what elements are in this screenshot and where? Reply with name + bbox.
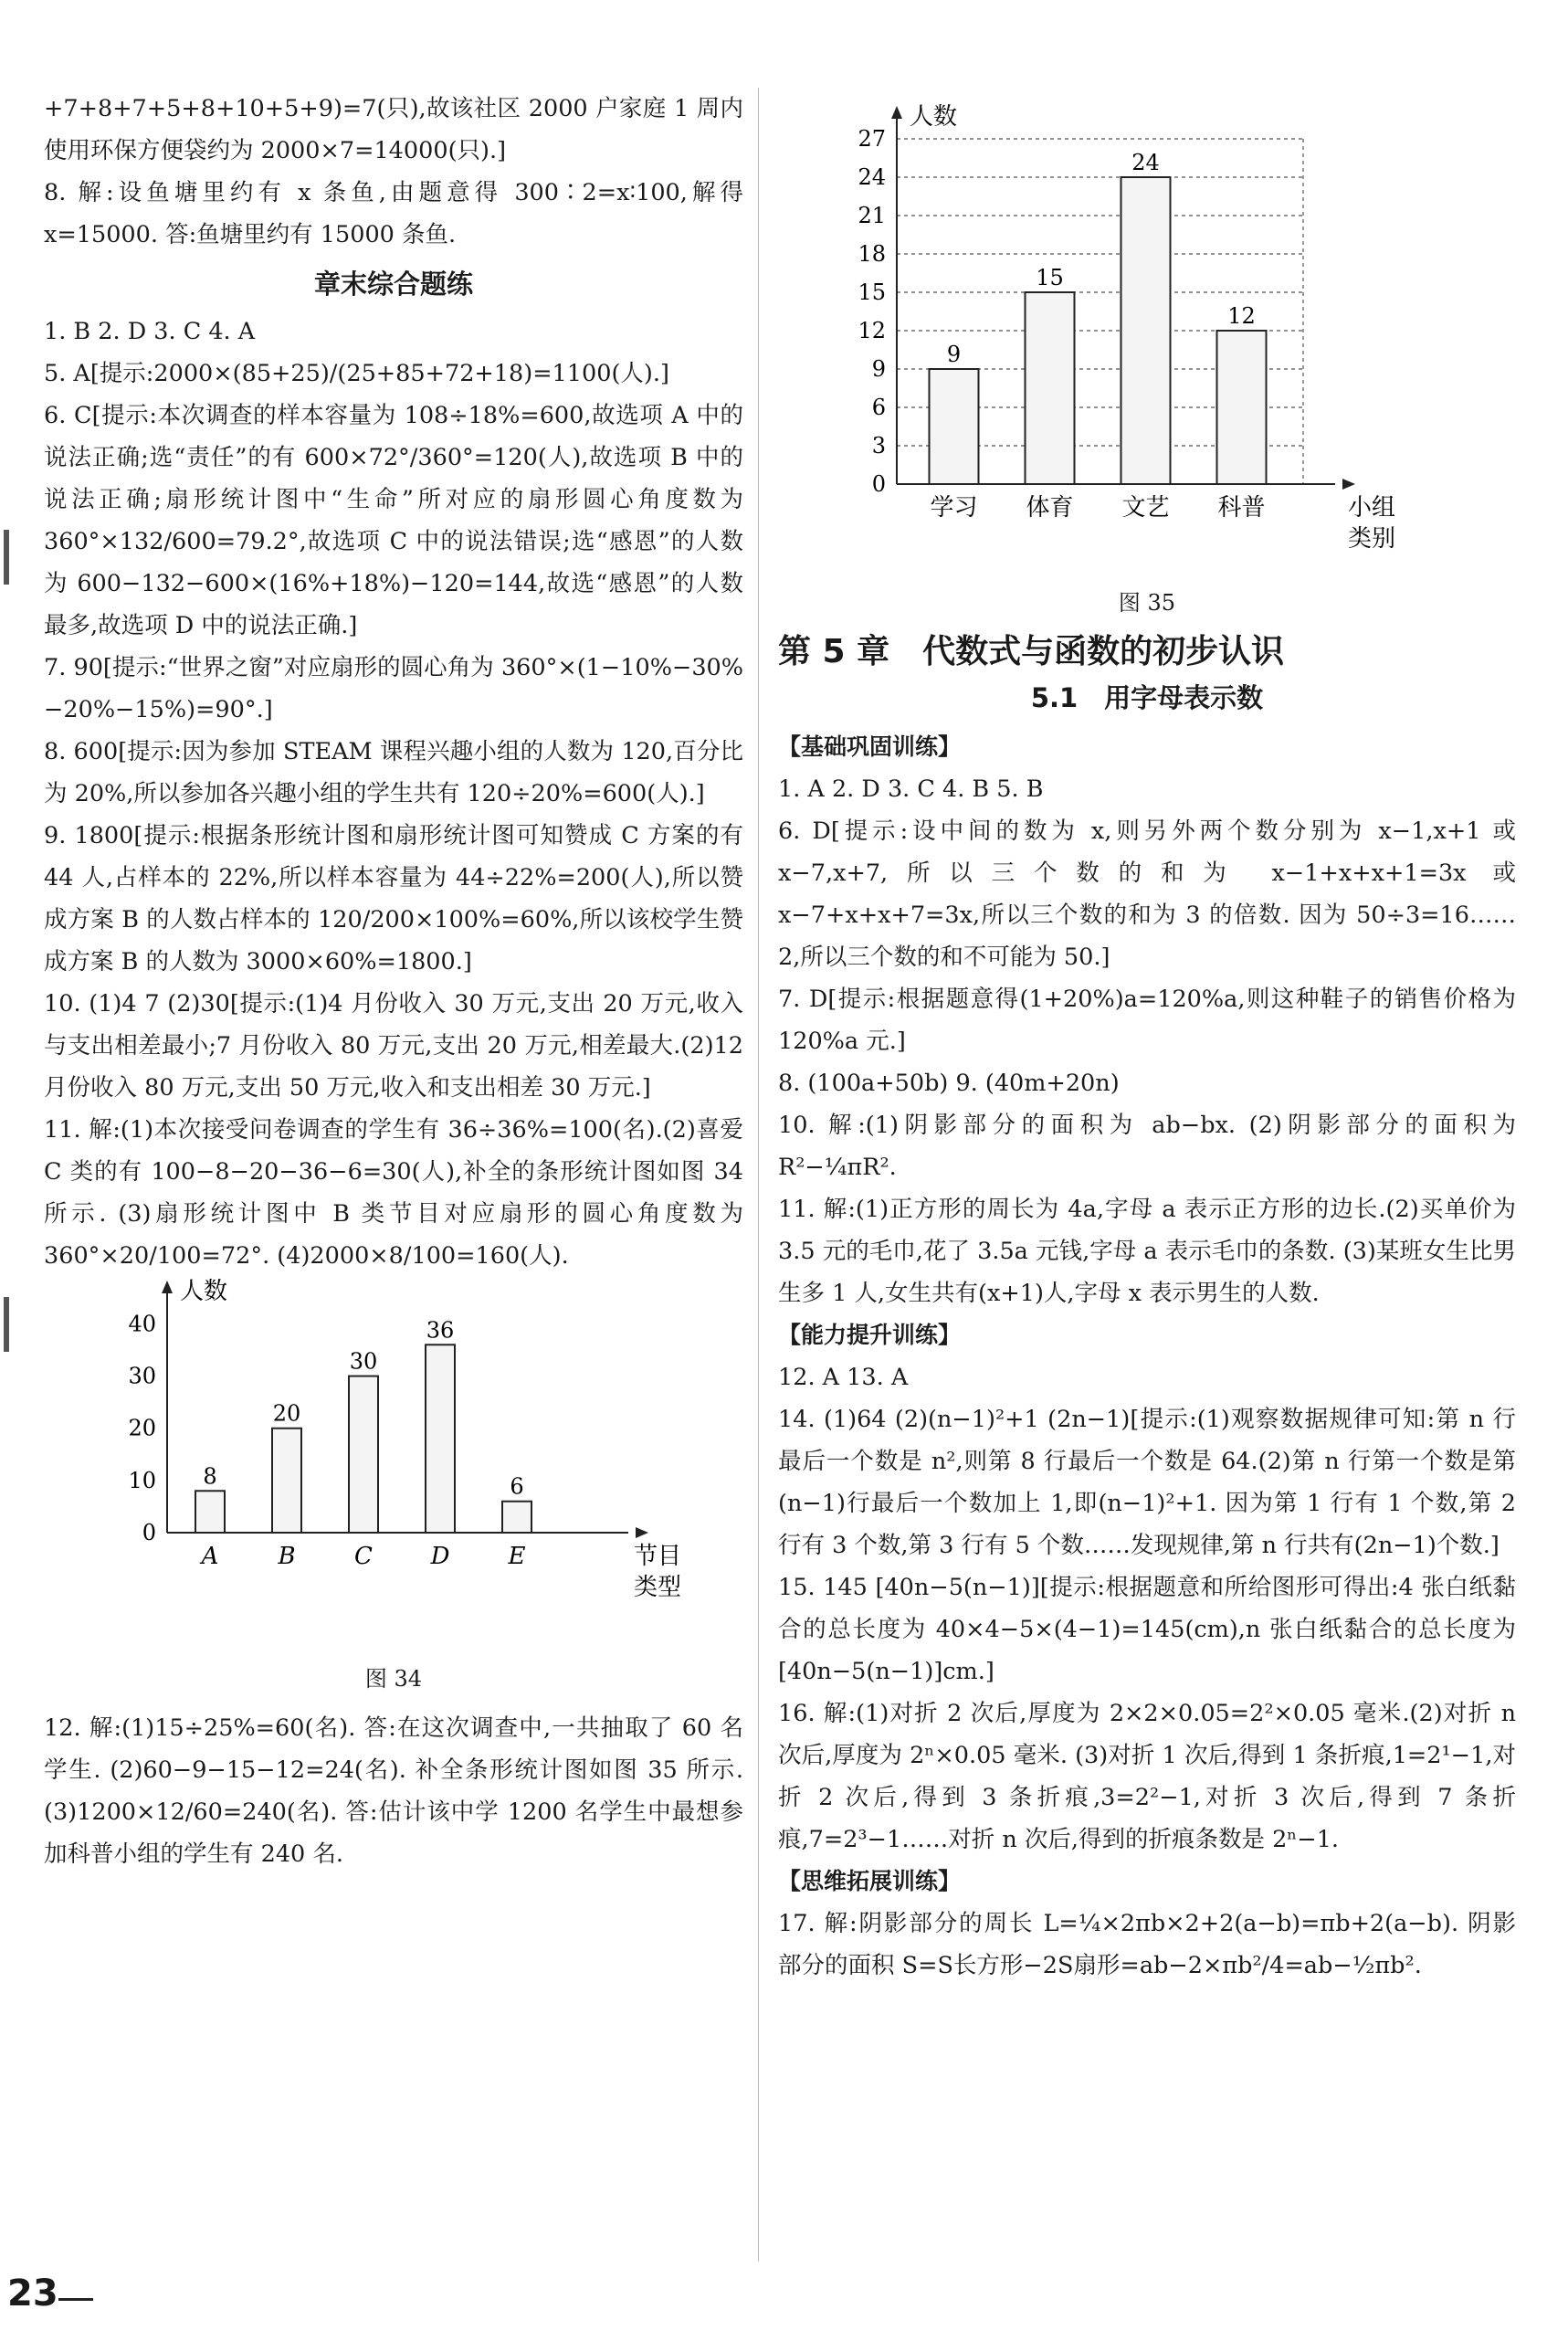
answer-item: 11. 解:(1)本次接受问卷调查的学生有 36÷36%=100(名).(2)喜爱 C 类的有 100−8−20−36−6=30(人),补全的条形统计图如图 34 所示. (3)扇形统计图中 B 类节目对应扇形的圆心角度数为 360°×20/100=72°. (4)2000×8/100=160(人). xyxy=(44,1116,743,1270)
data-label: 30 xyxy=(349,1348,378,1375)
binding-mark xyxy=(4,530,9,585)
x-axis-label: 类别 xyxy=(1347,525,1396,553)
category-label: 体育 xyxy=(1026,494,1074,522)
y-tick-label: 20 xyxy=(128,1415,156,1441)
training-tag: 【思维拓展训练】 xyxy=(778,1868,962,1894)
y-tick-label: 24 xyxy=(858,164,886,190)
answer-item: 6. D[提示:设中间的数为 x,则另外两个数分别为 x−1,x+1 或 x−7,x+7,所以三个数的和为 x−1+x+x+1=3x 或 x−7+x+x+7=3x,所以三个数的和为 3 的倍数. 因为 50÷3=16……2,所以三个数的和不可能为 50.] xyxy=(778,817,1516,971)
data-label: 20 xyxy=(272,1400,301,1427)
x-axis-arrow xyxy=(1342,479,1355,490)
answer-item: 7. 90[提示:“世界之窗”对应扇形的圆心角为 360°×(1−10%−30%−20%−15%)=90°.] xyxy=(44,654,743,723)
y-tick-label: 40 xyxy=(128,1311,156,1337)
answer-item: 7. D[提示:根据题意得(1+20%)a=120%a,则这种鞋子的销售价格为 120%a 元.] xyxy=(778,986,1516,1055)
binding-mark xyxy=(4,1297,9,1352)
data-label: 36 xyxy=(426,1317,455,1344)
category-label: 文艺 xyxy=(1121,494,1170,522)
bar xyxy=(272,1429,301,1533)
data-label: 8 xyxy=(203,1463,217,1490)
category-label: E xyxy=(508,1543,526,1570)
x-axis-label: 小组 xyxy=(1347,494,1396,522)
y-axis-label: 人数 xyxy=(910,103,958,131)
category-label: 科普 xyxy=(1217,494,1266,522)
answer-line: +7+8+7+5+8+10+5+9)=7(只),故该社区 2000 户家庭 1 周内使用环保方便袋约为 2000×7=14000(只).] xyxy=(44,95,743,164)
answer-item: 16. 解:(1)对折 2 次后,厚度为 2×2×0.05=2²×0.05 毫米.(2)对折 n 次后,厚度为 2ⁿ×0.05 毫米. (3)对折 1 次后,得到 1 条折痕,1=2¹−1,对折 2 次后,得到 3 条折痕,3=2²−1,对折 3 次后,得到 7 条折痕,7=2³−1……对折 n 次后,得到的折痕条数是 2ⁿ−1. xyxy=(778,1700,1516,1853)
x-axis-label: 节目 xyxy=(633,1543,682,1570)
column-divider xyxy=(758,88,759,2262)
category-label: 学习 xyxy=(930,494,978,522)
data-label: 24 xyxy=(1131,150,1160,175)
answer-item: 1. A 2. D 3. C 4. B 5. B xyxy=(778,775,1044,803)
y-tick-label: 12 xyxy=(858,318,886,343)
x-axis-arrow xyxy=(636,1527,648,1538)
bar xyxy=(502,1502,531,1533)
y-tick-label: 21 xyxy=(858,203,886,228)
y-tick-label: 3 xyxy=(871,433,886,459)
bar xyxy=(1217,331,1267,484)
bar xyxy=(349,1376,378,1533)
bar xyxy=(1026,292,1075,484)
y-tick-label: 9 xyxy=(871,356,886,382)
y-tick-label: 10 xyxy=(128,1467,156,1493)
data-label: 12 xyxy=(1227,303,1256,329)
category-label: C xyxy=(354,1543,373,1570)
figure-caption: 图 35 xyxy=(1118,590,1176,616)
y-axis-arrow xyxy=(891,106,902,119)
y-axis-label: 人数 xyxy=(180,1278,228,1305)
right-column xyxy=(778,55,1516,1987)
answer-line: 8. 解:设鱼塘里约有 x 条鱼,由题意得 300∶2=x∶100,解得 x=15000. 答:鱼塘里约有 15000 条鱼. xyxy=(44,179,743,248)
figure-caption: 图 34 xyxy=(364,1666,423,1692)
bar xyxy=(1121,177,1171,484)
answer-item: 1. B 2. D 3. C 4. A xyxy=(44,318,256,345)
answer-item: 10. (1)4 7 (2)30[提示:(1)4 月份收入 30 万元,支出 20 万元,收入与支出相差最小;7 月份收入 80 万元,支出 20 万元,相差最大.(2)12 月份收入 80 万元,支出 50 万元,收入和支出相差 30 万元.] xyxy=(44,990,743,1102)
answer-item: 15. 145 [40n−5(n−1)][提示:根据题意和所给图形可得出:4 张白纸黏合的总长度为 40×4−5×(4−1)=145(cm),n 张白纸黏合的总长度为[40n−5(n−1)]cm.] xyxy=(778,1574,1516,1685)
y-tick-label: 6 xyxy=(871,395,886,420)
training-tag: 【能力提升训练】 xyxy=(778,1322,962,1348)
answer-item: 6. C[提示:本次调查的样本容量为 108÷18%=600,故选项 A 中的说法正确;选“责任”的有 600×72°/360°=120(人),故选项 B 中的说法正确;扇形统计图中“生命”所对应的扇形圆心角度数为 360°×132/600=79.2°,故选项 C 中的说法错误;选“感恩”的人数为 600−132−600×(16%+18%)−120=144,故选“感恩”的人数最多,故选项 D 中的说法正确.] xyxy=(44,402,743,639)
y-tick-label: 0 xyxy=(871,471,886,497)
data-label: 9 xyxy=(946,342,962,367)
data-label: 6 xyxy=(510,1473,524,1500)
bar-chart-fig34 xyxy=(44,1277,743,1642)
bar xyxy=(426,1344,455,1533)
answer-item: 8. (100a+50b) 9. (40m+20n) xyxy=(778,1070,1120,1097)
y-tick-label: 27 xyxy=(858,126,886,152)
chapter-title: 第 5 章 代数式与函数的初步认识 xyxy=(778,633,1285,670)
y-tick-label: 30 xyxy=(128,1363,156,1389)
answer-item: 8. 600[提示:因为参加 STEAM 课程兴趣小组的人数为 120,百分比为 20%,所以参加各兴趣小组的学生共有 120÷20%=600(人).] xyxy=(44,738,743,807)
category-label: D xyxy=(430,1543,450,1570)
answer-item: 17. 解:阴影部分的周长 L=¼×2πb×2+2(a−b)=πb+2(a−b). 阴影部分的面积 S=S长方形−2S扇形=ab−2×πb²/4=ab−½πb². xyxy=(778,1910,1516,1979)
data-label: 15 xyxy=(1036,265,1064,290)
bar xyxy=(195,1491,225,1533)
bar xyxy=(930,369,979,484)
y-tick-label: 0 xyxy=(142,1520,156,1545)
answer-item: 9. 1800[提示:根据条形统计图和扇形统计图可知赞成 C 方案的有 44 人,占样本的 22%,所以样本容量为 44÷22%=200(人),所以赞成方案 B 的人数占样本的 120/200×100%=60%,所以该校学生赞成方案 B 的人数为 3000×60%=1800.] xyxy=(44,822,743,975)
training-tag: 【基础巩固训练】 xyxy=(778,733,962,760)
bar-chart-fig35 xyxy=(778,55,1516,566)
answer-item: 12. A 13. A xyxy=(778,1364,909,1391)
answer-item: 10. 解:(1)阴影部分的面积为 ab−bx. (2)阴影部分的面积为 R²−¼πR². xyxy=(778,1112,1516,1181)
section-title: 5.1 用字母表示数 xyxy=(1030,682,1264,713)
answer-item: 11. 解:(1)正方形的周长为 4a,字母 a 表示正方形的边长.(2)买单价为 3.5 元的毛巾,花了 3.5a 元钱,字母 a 表示毛巾的条数. (3)某班女生比男生多 1 人,女生共有(x+1)人,字母 x 表示男生的人数. xyxy=(778,1196,1516,1307)
y-tick-label: 15 xyxy=(858,279,886,305)
answer-item: 12. 解:(1)15÷25%=60(名). 答:在这次调查中,一共抽取了 60 名学生. (2)60−9−15−12=24(名). 补全条形统计图如图 35 所示. (3)1200×12/60=240(名). 答:估计该中学 1200 名学生中最想参加科普小组的学生有 240 名. xyxy=(44,1714,743,1868)
answer-item: 5. A[提示:2000×(85+25)/(25+85+72+18)=1100(人).] xyxy=(44,360,669,387)
left-column xyxy=(44,88,743,1875)
section-title: 章末综合题练 xyxy=(313,269,473,300)
answer-item: 14. (1)64 (2)(n−1)²+1 (2n−1)[提示:(1)观察数据规律可知:第 n 行最后一个数是 n²,则第 8 行最后一个数是 64.(2)第 n 行第一个数是第(n−1)行最后一个数加上 1,即(n−1)²+1. 因为第 1 行有 1 个数,第 2 行有 3 个数,第 3 行有 5 个数……发现规律,第 n 行共有(2n−1)个数.] xyxy=(778,1406,1516,1559)
y-tick-label: 18 xyxy=(858,241,886,267)
y-axis-arrow xyxy=(162,1281,173,1293)
category-label: B xyxy=(278,1543,296,1570)
page-number: 23 xyxy=(7,2272,58,2315)
page-number-rule xyxy=(58,2298,93,2301)
category-label: A xyxy=(201,1543,219,1570)
x-axis-label: 类型 xyxy=(633,1574,682,1601)
